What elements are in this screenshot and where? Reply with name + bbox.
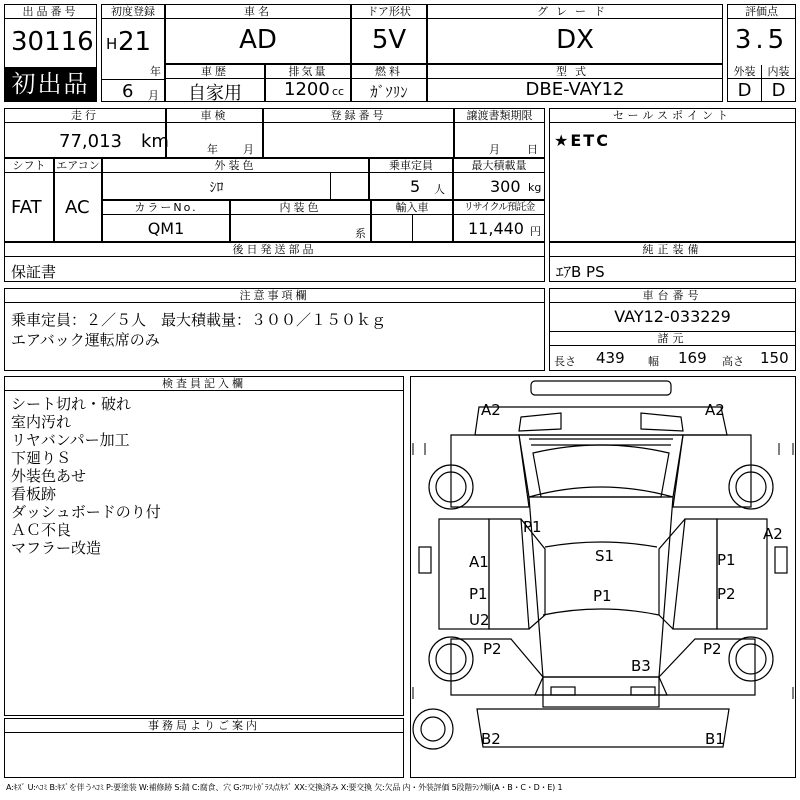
later-parts: 保証書 xyxy=(11,263,57,281)
door-type: 5V xyxy=(371,25,407,55)
chassis-cell: 車台番号 VAY12-033229 諸元 長さ 439 幅 169 高さ 150 xyxy=(549,288,796,371)
ext-color: ｼﾛ xyxy=(209,180,224,196)
door-cell: ドア形状 5V xyxy=(351,4,427,64)
max-load: 300 xyxy=(490,177,521,196)
damage-marks xyxy=(469,401,783,748)
note-line: ＡＣ不良 xyxy=(11,521,72,539)
lot-number: 30116 xyxy=(11,27,94,57)
displacement: 1200 xyxy=(284,79,330,100)
mark-a2-front-right: A2 xyxy=(705,401,725,419)
mark-p1-roof-rear: P1 xyxy=(593,587,612,605)
chassis-number: VAY12-033229 xyxy=(614,307,731,326)
era: H xyxy=(106,35,118,53)
score-cell: 評価点 3.5 外装 内装 D D xyxy=(727,4,796,102)
mark-a1-left-door: A1 xyxy=(469,553,489,571)
sales-point: ★ETC xyxy=(554,131,610,150)
note-line: シート切れ・破れ xyxy=(11,395,132,413)
mark-a2-front-left: A2 xyxy=(481,401,501,419)
mark-p1-left-rear-door: P1 xyxy=(469,585,488,603)
first-reg-cell: 初度登録 H 21 年 6 月 xyxy=(101,4,165,102)
car-name-cell: 車名 AD xyxy=(165,4,351,64)
mileage: 77,013 xyxy=(59,131,122,152)
note-line: 看板跡 xyxy=(11,485,57,503)
capacity: 5 xyxy=(410,177,421,196)
recycle-fee: 11,440 xyxy=(468,219,524,238)
inspector-notes: 検査員記入欄 シート切れ・破れ 室内汚れ リヤバンパー加工 下廻りＳ 外装色あせ 看板跡 ダッシュボードのり付 ＡＣ不良 マフラー改造 xyxy=(4,376,404,716)
note-line: マフラー改造 xyxy=(11,539,102,557)
mark-p1-pillar: P1 xyxy=(523,518,542,536)
mark-b3-rear-gate: B3 xyxy=(631,657,651,675)
sales-point-cell: セールスポイント ★ETC xyxy=(549,108,796,242)
first-reg-label: 初度登録 xyxy=(102,5,164,19)
inspector-lines xyxy=(11,395,161,557)
mark-p2-right-quarter: P2 xyxy=(703,640,722,658)
mark-a2-right-side: A2 xyxy=(763,525,783,543)
fuel: ｶﾞｿﾘﾝ xyxy=(370,83,408,101)
exterior-grade: D xyxy=(737,80,752,101)
lot-label: 出品番号 xyxy=(5,5,96,19)
length: 439 xyxy=(596,349,625,367)
history: 自家用 xyxy=(188,83,242,104)
legend: A:ｷｽﾞ U:ﾍｺﾐ B:ｷｽﾞを伴うﾍｺﾐ P:要塗装 W:補修跡 S:錆 C:腐食、穴 G:ﾌﾛﾝﾄｶﾞﾗｽ点ｷｽﾞ XX:交換済み X:要交換 欠:欠品 内・外装評価 5段階ﾗﾝｸ順(A・B・C・D・E) 1 xyxy=(6,783,563,792)
interior-grade: D xyxy=(771,80,786,101)
lot-cell xyxy=(4,4,97,102)
mark-u2-left-rear: U2 xyxy=(469,611,490,629)
grade: DX xyxy=(556,25,594,55)
office-notes: 事務局よりご案内 xyxy=(4,718,404,778)
caution-line1: 乗車定員：２／５人 最大積載量：３００／１５０ｋｇ xyxy=(11,311,387,329)
car-name: AD xyxy=(239,25,277,55)
caution-cell: 注意事項欄 乗車定員：２／５人 最大積載量：３００／１５０ｋｇ エアバック運転席のみ xyxy=(4,288,545,371)
first-reg-year: 21 xyxy=(118,27,152,57)
caution-line2: エアバック運転席のみ xyxy=(11,331,160,349)
width: 169 xyxy=(678,349,707,367)
model-code: DBE-VAY12 xyxy=(525,79,625,100)
grade-cell: グレード DX xyxy=(427,4,723,64)
first-reg-month: 6 xyxy=(122,81,134,102)
color-no: QM1 xyxy=(147,219,185,238)
note-line: 下廻りＳ xyxy=(11,449,72,467)
mark-b1-rear-bumper-right: B1 xyxy=(705,730,725,748)
mark-p1-right-door: P1 xyxy=(717,551,736,569)
first-listing-badge: 初出品 xyxy=(5,67,96,101)
genuine-equipment: ｴｱB PS xyxy=(556,263,605,281)
height: 150 xyxy=(760,349,789,367)
damage-diagram xyxy=(410,376,796,778)
car-diagram-svg xyxy=(411,377,795,777)
score: 3.5 xyxy=(734,25,789,55)
mark-p2-left-quarter: P2 xyxy=(483,640,502,658)
note-line: リヤバンパー加工 xyxy=(11,431,130,449)
note-line: ダッシュボードのり付 xyxy=(11,503,161,521)
note-line: 外装色あせ xyxy=(11,467,87,485)
mark-p2-right-rear-door: P2 xyxy=(717,585,736,603)
shift: FAT xyxy=(11,197,42,218)
note-line: 室内汚れ xyxy=(11,413,72,431)
mark-s1-roof: S1 xyxy=(595,547,615,565)
aircon: AC xyxy=(65,197,90,218)
mark-b2-rear-bumper-left: B2 xyxy=(481,730,501,748)
